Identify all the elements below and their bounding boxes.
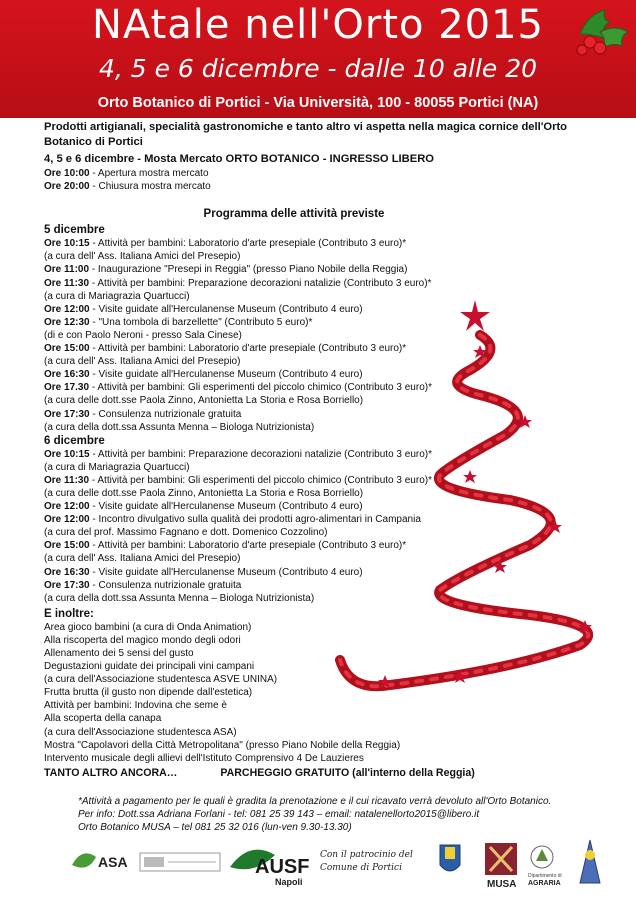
schedule-line: Ore 11:30 - Attività per bambini: Gli esperimenti del piccolo chimico (Contributo 3 euro)* bbox=[44, 474, 432, 486]
schedule-line: Ore 15:00 - Attività per bambini: Laboratorio d'arte presepiale (Contributo 3 euro)* bbox=[44, 343, 407, 355]
inoltre-item: Attività per bambini: Indovina che seme è bbox=[44, 700, 227, 712]
inoltre-item: Area gioco bambini (a cura di Onda Animation) bbox=[44, 621, 252, 633]
tanto-altro: TANTO ALTRO ANCORA… bbox=[44, 766, 178, 779]
ausf-logo bbox=[230, 850, 309, 887]
inoltre-item: Allenamento dei 5 sensi del gusto bbox=[44, 648, 194, 659]
schedule-line: (di e con Paolo Neroni - presso Sala Cinese) bbox=[44, 329, 242, 341]
musa-logo bbox=[485, 843, 517, 890]
day-heading: 5 dicembre bbox=[44, 224, 105, 237]
inoltre-list bbox=[44, 621, 604, 765]
inoltre-heading: E inoltre: bbox=[44, 607, 94, 620]
schedule-line: Ore 11:30 - Attività per bambini: Preparazione decorazioni natalizie (Contributo 3 euro)* bbox=[44, 277, 432, 289]
final-line bbox=[44, 767, 604, 780]
agraria-logo bbox=[528, 846, 562, 887]
inoltre-item: Degustazioni guidate dei principali vini campani bbox=[44, 661, 255, 673]
agraria-text-2: AGRARIA bbox=[528, 880, 561, 887]
asa-logo bbox=[72, 853, 128, 870]
schedule-line: Ore 16:30 - Visite guidate all'Herculanense Museum (Contributo 4 euro) bbox=[44, 566, 363, 578]
academy-emblem-icon bbox=[580, 840, 600, 883]
schedule-line: (a cura delle dott.sse Paola Zinno, Antonietta La Storia e Rosa Borriello) bbox=[44, 395, 364, 407]
program-content bbox=[44, 120, 604, 780]
event-title: NAtale nell'Orto 2015 bbox=[92, 2, 544, 48]
footer-notes bbox=[78, 795, 618, 834]
day-heading: 6 dicembre bbox=[44, 434, 105, 447]
schedule-line: (a cura di Mariagrazia Quartucci) bbox=[44, 461, 190, 473]
agraria-text-1: Dipartimento di bbox=[528, 873, 562, 879]
schedule-line: Ore 17:30 - Consulenza nutrizionale gratuita bbox=[44, 408, 242, 420]
note-line: Orto Botanico MUSA – tel 081 25 32 016 (lun-ven 9.30-13.30) bbox=[78, 822, 352, 833]
portici-crest-icon bbox=[440, 845, 460, 871]
mostra-line: 4, 5 e 6 dicembre - Mosta Mercato ORTO BOTANICO - INGRESSO LIBERO bbox=[44, 153, 434, 165]
schedule-line: Ore 12:00 - Incontro divulgativo sulla qualità dei prodotti agro-alimentari in Campania bbox=[44, 514, 421, 526]
holly-icon bbox=[560, 4, 630, 62]
comune-text: Comune di Portici bbox=[320, 863, 402, 873]
inoltre-item: Alla scoperta della canapa bbox=[44, 713, 162, 725]
inoltre-item: Alla riscoperta del magico mondo degli odori bbox=[44, 634, 241, 646]
schedule-line: (a cura di Mariagrazia Quartucci) bbox=[44, 290, 190, 302]
schedule-line: (a cura della dott.ssa Assunta Menna – Biologa Nutrizionista) bbox=[44, 421, 315, 433]
parcheggio: PARCHEGGIO GRATUITO (all'interno della Reggia) bbox=[220, 766, 475, 779]
event-dates: 4, 5 e 6 dicembre - dalle 10 alle 20 bbox=[98, 54, 538, 83]
schedule-line: (a cura della dott.ssa Assunta Menna – Biologa Nutrizionista) bbox=[44, 592, 315, 604]
ausf-text: AUSF bbox=[255, 856, 310, 878]
schedule-line: Ore 12:00 - Visite guidate all'Herculanense Museum (Contributo 4 euro) bbox=[44, 303, 363, 315]
schedule-line: Ore 12:00 - Visite guidate all'Herculanense Museum (Contributo 4 euro) bbox=[44, 501, 363, 513]
inoltre-item: Mostra "Capolavori della Città Metropolitana" (presso Piano Nobile della Reggia) bbox=[44, 739, 401, 751]
schedule-line: Ore 12:30 - "Una tombola di barzellette" (Contributo 5 euro)* bbox=[44, 316, 313, 328]
schedule-line: Ore 17.30 - Attività per bambini: Gli esperimenti del piccolo chimico (Contributo 3 euro)* bbox=[44, 382, 432, 394]
schedule-line: (a cura del prof. Massimo Fagnano e dott. Domenico Cozzolino) bbox=[44, 527, 328, 539]
patrocinio-text: Con il patrocinio del bbox=[320, 850, 413, 860]
day6-schedule bbox=[44, 448, 604, 605]
event-venue: Orto Botanico di Portici - Via Università, 100 - 80055 Portici (NA) bbox=[97, 95, 539, 111]
note-line: *Attività a pagamento per le quali è gradita la prenotazione e il cui ricavato verrà devoluto all'Orto Botanico. bbox=[78, 796, 552, 807]
header-banner bbox=[0, 0, 636, 118]
asa-text: ASA bbox=[98, 854, 128, 870]
hours-line: Ore 20:00 - Chiusura mostra mercato bbox=[44, 181, 211, 193]
schedule-line: (a cura dell' Ass. Italiana Amici del Presepio) bbox=[44, 553, 241, 565]
napoli-text: Napoli bbox=[275, 877, 303, 887]
inoltre-item: (a cura dell'Associazione studentesca ASA) bbox=[44, 726, 237, 738]
schedule-line: (a cura delle dott.sse Paola Zinno, Antonietta La Storia e Rosa Borriello) bbox=[44, 487, 364, 499]
inoltre-item: Frutta brutta (il gusto non dipende dall'estetica) bbox=[44, 687, 253, 699]
inoltre-item: Intervento musicale degli allievi dell'Istituto Comprensivo 4 De Lauzieres bbox=[44, 752, 364, 764]
university-logo bbox=[140, 853, 220, 871]
schedule-line: Ore 15:00 - Attività per bambini: Laboratorio d'arte presepiale (Contributo 3 euro)* bbox=[44, 540, 407, 552]
schedule-line: Ore 10:15 - Attività per bambini: Laboratorio d'arte presepiale (Contributo 3 euro)* bbox=[44, 238, 407, 250]
program-heading: Programma delle attività previste bbox=[203, 208, 385, 221]
musa-text: MUSA bbox=[487, 879, 517, 890]
schedule-line: Ore 10:15 - Attività per bambini: Preparazione decorazioni natalizie (Contributo 3 euro)* bbox=[44, 448, 432, 460]
intro-text: Prodotti artigianali, specialità gastronomiche e tanto altro vi aspetta nella magica cornice dell'Orto Botanico di Portici bbox=[44, 121, 568, 148]
day5-schedule bbox=[44, 237, 604, 433]
inoltre-item: (a cura dell'Associazione studentesca ASVE UNINA) bbox=[44, 674, 278, 686]
schedule-line: Ore 16:30 - Visite guidate all'Herculanense Museum (Contributo 4 euro) bbox=[44, 369, 363, 381]
sponsor-logos bbox=[70, 835, 630, 895]
schedule-line: (a cura dell' Ass. Italiana Amici del Presepio) bbox=[44, 251, 241, 263]
portici-patrocinio bbox=[320, 850, 413, 873]
note-line: Per info: Dott.ssa Adriana Forlani - tel: 081 25 39 143 – email: natalenellorto2015@libero.it bbox=[78, 809, 480, 820]
schedule-line: Ore 11:00 - Inaugurazione "Presepi in Reggia" (presso Piano Nobile della Reggia) bbox=[44, 264, 408, 276]
schedule-line: Ore 17:30 - Consulenza nutrizionale gratuita bbox=[44, 579, 242, 591]
hours-line: Ore 10:00 - Apertura mostra mercato bbox=[44, 168, 209, 179]
schedule-line: (a cura dell' Ass. Italiana Amici del Presepio) bbox=[44, 356, 241, 368]
